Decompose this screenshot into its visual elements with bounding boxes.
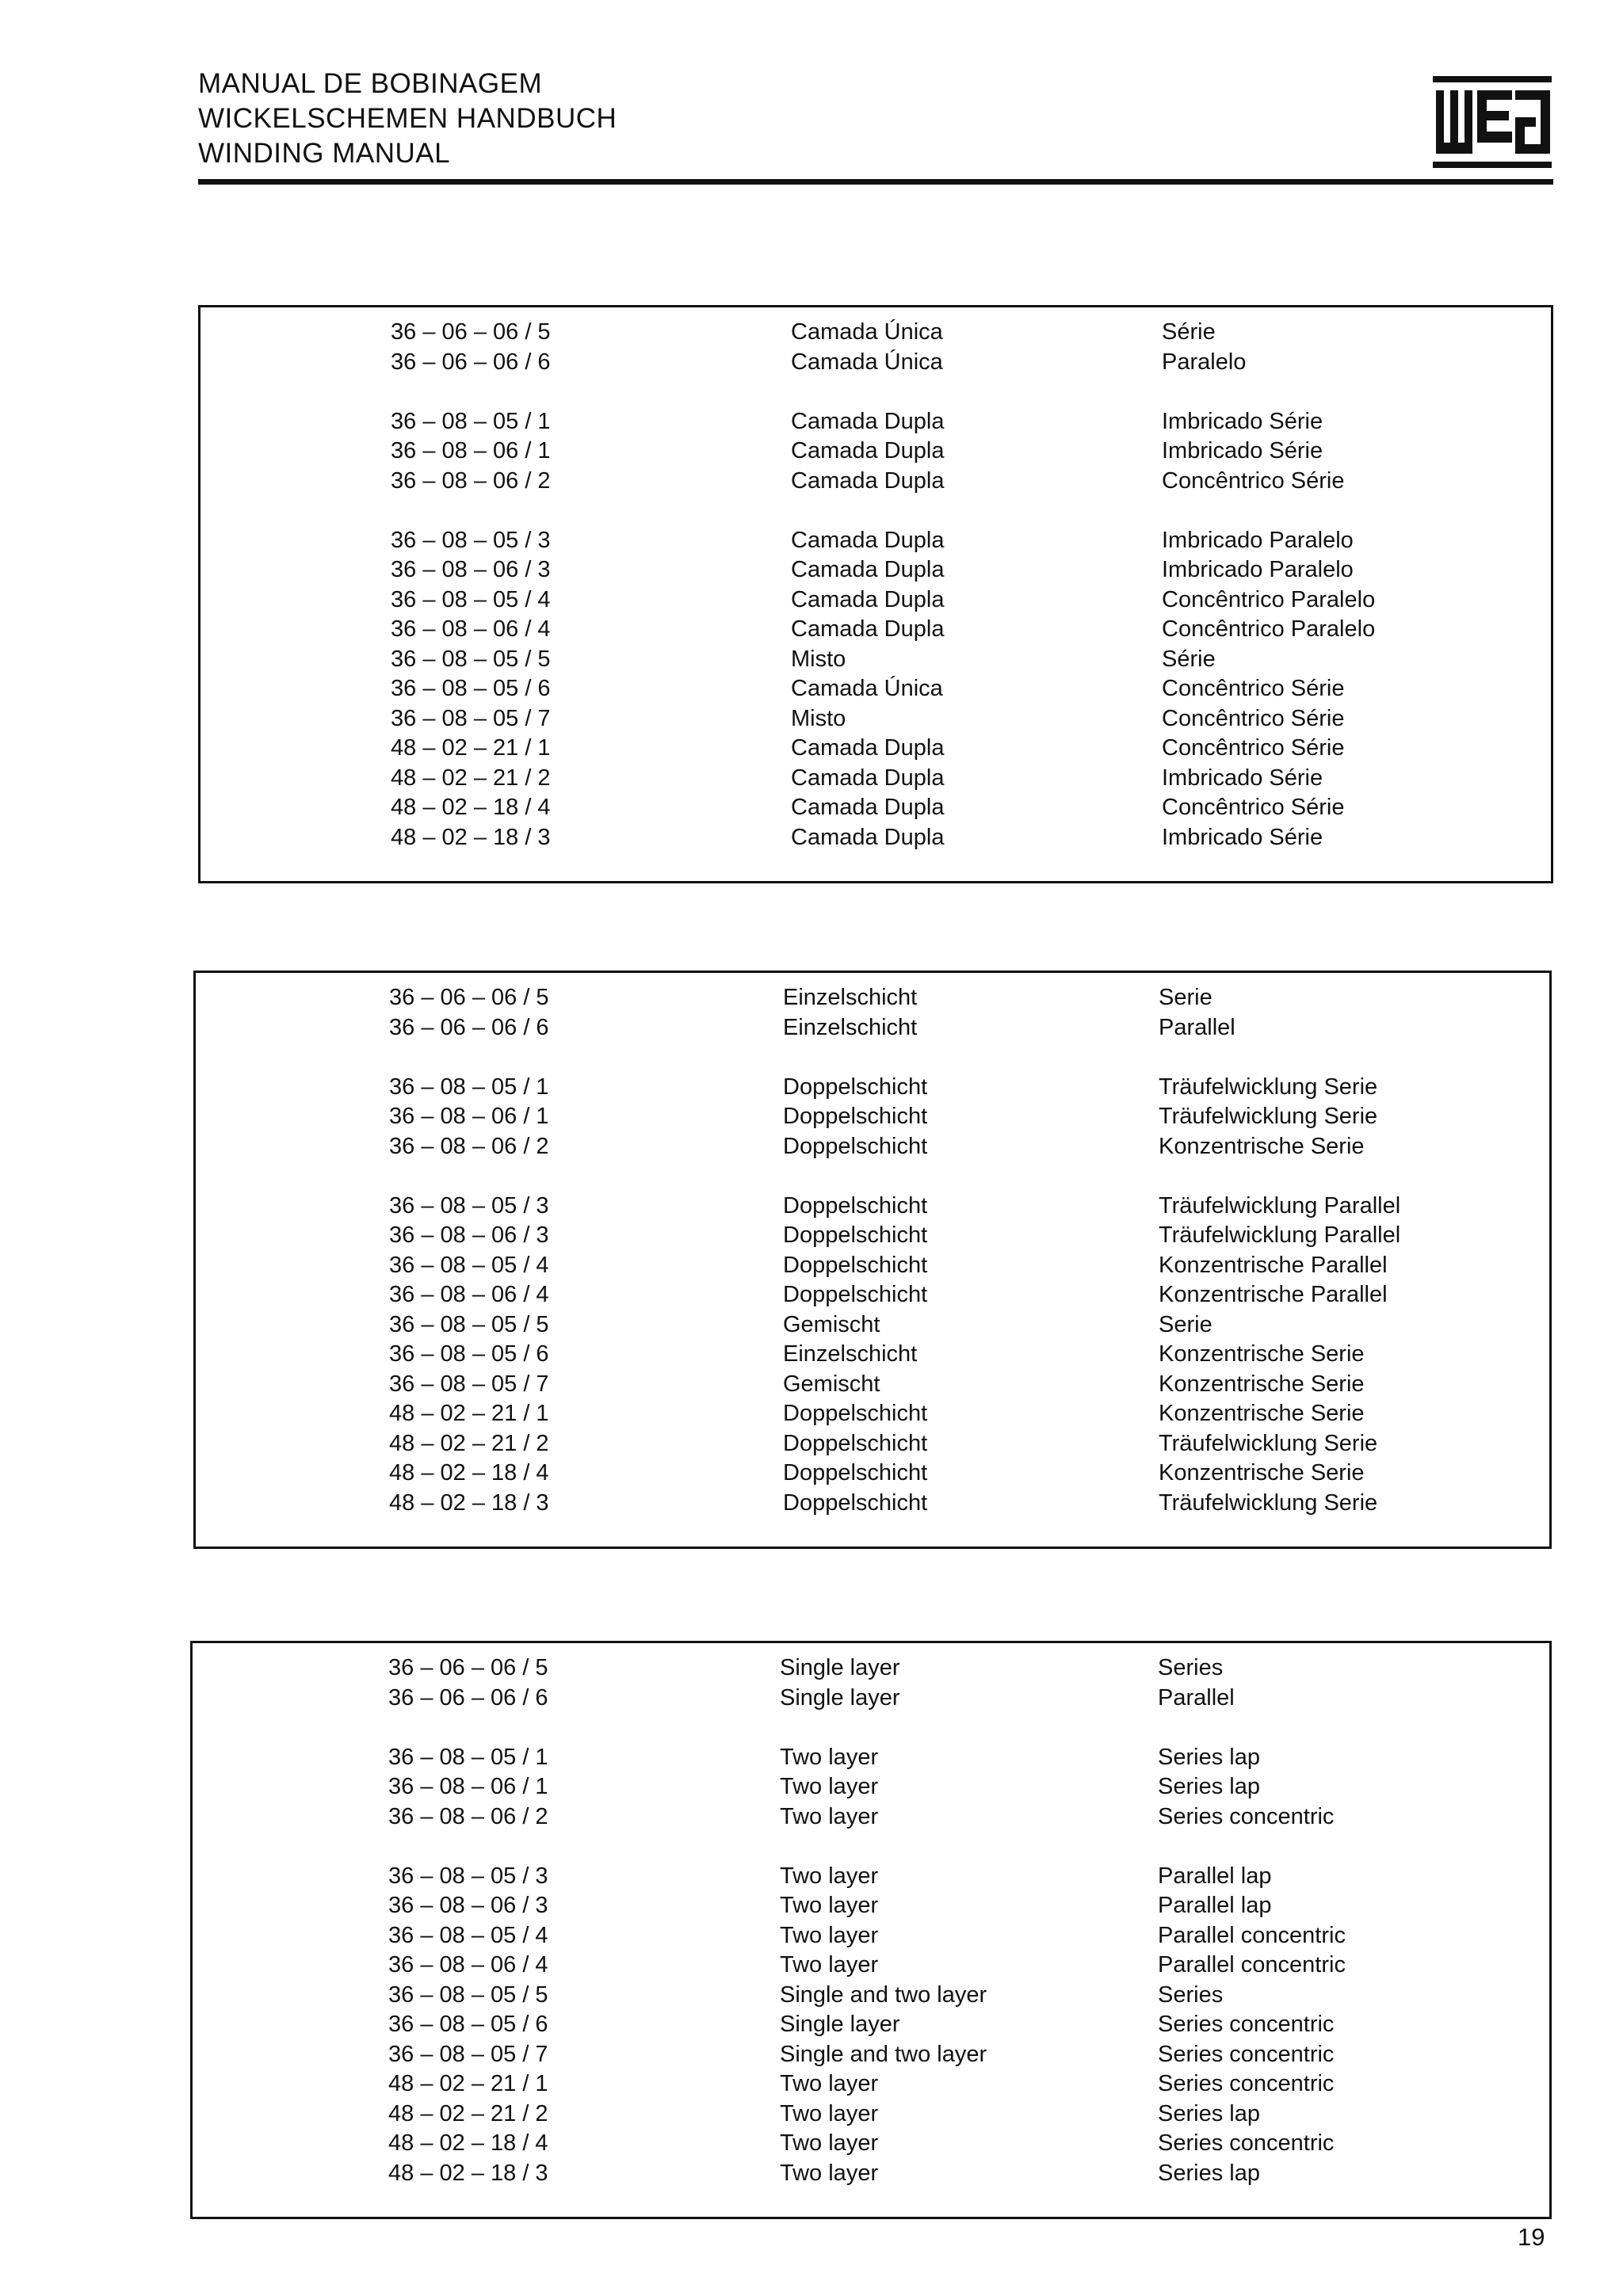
table-row: [389, 1101, 1499, 1131]
connection-type: Parallel lap: [1158, 1863, 1272, 1889]
scheme-code: 36 – 08 – 05 / 7: [391, 705, 551, 731]
layer-type: Two layer: [780, 2160, 879, 2186]
table-row: [389, 1369, 1499, 1399]
table-row: [391, 347, 1500, 377]
connection-type: Imbricado Série: [1162, 765, 1323, 791]
header-rule: [198, 179, 1553, 185]
connection-type: Series concentric: [1158, 2041, 1335, 2067]
connection-type: Träufelwicklung Serie: [1159, 1074, 1378, 1100]
layer-type: Two layer: [780, 1803, 879, 1829]
connection-type: Serie: [1159, 985, 1212, 1010]
scheme-code: 36 – 06 – 06 / 5: [389, 985, 549, 1010]
layer-type: Doppelschicht: [783, 1430, 928, 1456]
layer-type: Doppelschicht: [783, 1074, 928, 1100]
scheme-code: 36 – 08 – 05 / 6: [391, 676, 551, 701]
table-row: [389, 1072, 1499, 1102]
table-row: [389, 1488, 1499, 1518]
layer-type: Two layer: [780, 2100, 879, 2126]
table-row: [391, 525, 1500, 555]
layer-type: Camada Única: [791, 319, 943, 345]
german-winding-table: [193, 971, 1552, 1549]
scheme-code: 48 – 02 – 21 / 1: [388, 2071, 548, 2096]
table-row: [389, 1310, 1499, 1340]
page-number: 19: [1518, 2223, 1545, 2251]
connection-type: Imbricado Série: [1162, 438, 1323, 463]
table-row: [389, 1250, 1499, 1280]
layer-type: Two layer: [780, 1922, 879, 1948]
connection-type: Imbricado Série: [1162, 408, 1323, 434]
table-row: [388, 1920, 1498, 1951]
connection-type: Concêntrico Série: [1162, 676, 1345, 701]
layer-type: Two layer: [780, 1863, 879, 1889]
scheme-code: 36 – 08 – 05 / 1: [389, 1074, 549, 1100]
table-row: [388, 1890, 1498, 1920]
layer-type: Doppelschicht: [783, 1282, 928, 1307]
connection-type: Series: [1158, 1655, 1224, 1680]
layer-type: Single and two layer: [780, 2041, 987, 2067]
table-row: [389, 1013, 1499, 1043]
table-row: [391, 673, 1500, 704]
connection-type: Parallel lap: [1158, 1893, 1272, 1918]
portuguese-winding-table: [198, 305, 1553, 883]
weg-logo: [1433, 76, 1552, 168]
layer-type: Two layer: [780, 2071, 879, 2096]
table-row: [388, 1980, 1498, 2010]
table-row: [388, 2039, 1498, 2069]
scheme-code: 36 – 08 – 06 / 3: [388, 1893, 548, 1918]
scheme-code: 36 – 08 – 06 / 2: [388, 1803, 548, 1829]
layer-type: Camada Dupla: [791, 527, 945, 553]
connection-type: Concêntrico Série: [1162, 735, 1345, 761]
scheme-code: 36 – 06 – 06 / 5: [391, 319, 551, 345]
scheme-code: 36 – 08 – 06 / 1: [388, 1774, 548, 1799]
connection-type: Parallel: [1158, 1684, 1235, 1711]
scheme-code: 36 – 08 – 05 / 7: [389, 1371, 549, 1397]
table-row: [388, 2128, 1498, 2158]
table-row: [389, 1428, 1499, 1459]
scheme-code: 36 – 08 – 05 / 4: [388, 1922, 548, 1948]
layer-type: Einzelschicht: [783, 985, 918, 1010]
layer-type: Camada Dupla: [791, 557, 945, 582]
table-row: [389, 1280, 1499, 1310]
table-row: [389, 982, 1499, 1013]
scheme-code: 36 – 08 – 06 / 3: [389, 1222, 549, 1248]
connection-type: Träufelwicklung Parallel: [1159, 1222, 1401, 1248]
document-header: [198, 67, 617, 171]
connection-type: Concêntrico Série: [1162, 705, 1345, 731]
scheme-code: 48 – 02 – 18 / 3: [389, 1489, 549, 1516]
table-row: [388, 1802, 1498, 1832]
layer-type: Single layer: [780, 1655, 900, 1680]
scheme-code: 48 – 02 – 18 / 4: [389, 1460, 549, 1486]
layer-type: Camada Dupla: [791, 616, 945, 642]
layer-type: Two layer: [780, 2130, 879, 2156]
connection-type: Konzentrische Serie: [1159, 1371, 1365, 1397]
scheme-code: 36 – 08 – 05 / 4: [389, 1252, 549, 1278]
layer-type: Two layer: [780, 1893, 879, 1918]
connection-type: Parallel concentric: [1158, 1952, 1346, 1978]
connection-type: Concêntrico Paralelo: [1162, 616, 1376, 642]
table-row: [391, 555, 1500, 585]
scheme-code: 36 – 08 – 06 / 4: [391, 616, 551, 642]
layer-type: Camada Dupla: [791, 735, 945, 761]
layer-type: Camada Dupla: [791, 795, 945, 820]
table-row: [391, 466, 1500, 496]
connection-type: Série: [1162, 646, 1216, 672]
connection-type: Imbricado Paralelo: [1162, 557, 1354, 582]
connection-type: Serie: [1159, 1311, 1212, 1337]
connection-type: Concêntrico Série: [1162, 467, 1345, 494]
layer-type: Camada Dupla: [791, 438, 945, 463]
scheme-code: 36 – 08 – 05 / 5: [391, 646, 551, 672]
layer-type: Two layer: [780, 1774, 879, 1799]
scheme-code: 36 – 08 – 05 / 1: [388, 1744, 548, 1770]
scheme-code: 36 – 08 – 05 / 3: [389, 1192, 549, 1219]
scheme-code: 36 – 08 – 05 / 7: [388, 2041, 548, 2067]
connection-type: Series concentric: [1158, 2071, 1335, 2096]
layer-type: Einzelschicht: [783, 1341, 918, 1367]
table-row: [388, 2069, 1498, 2099]
layer-type: Single layer: [780, 1684, 900, 1711]
header-title-portuguese: MANUAL DE BOBINAGEM: [198, 68, 543, 99]
scheme-code: 36 – 08 – 05 / 1: [391, 408, 551, 434]
scheme-code: 36 – 08 – 06 / 2: [389, 1133, 549, 1159]
table-row: [391, 733, 1500, 763]
layer-type: Single and two layer: [780, 1981, 987, 2008]
table-row: [388, 1861, 1498, 1891]
english-winding-table: [190, 1641, 1552, 2219]
layer-type: Doppelschicht: [783, 1252, 928, 1278]
connection-type: Träufelwicklung Serie: [1159, 1430, 1378, 1456]
table-row: [391, 822, 1500, 852]
scheme-code: 48 – 02 – 21 / 2: [391, 765, 551, 791]
table-row: [391, 614, 1500, 644]
table-row: [388, 2099, 1498, 2129]
connection-type: Träufelwicklung Serie: [1159, 1489, 1378, 1516]
layer-type: Doppelschicht: [783, 1460, 928, 1486]
connection-type: Parallel concentric: [1158, 1922, 1346, 1948]
layer-type: Camada Dupla: [791, 765, 945, 791]
scheme-code: 36 – 06 – 06 / 6: [391, 349, 551, 375]
scheme-code: 36 – 08 – 05 / 5: [389, 1311, 549, 1337]
scheme-code: 48 – 02 – 21 / 1: [391, 735, 551, 761]
connection-type: Concêntrico Série: [1162, 795, 1345, 820]
scheme-code: 36 – 08 – 06 / 2: [391, 467, 551, 494]
layer-type: Doppelschicht: [783, 1489, 928, 1516]
layer-type: Einzelschicht: [783, 1014, 918, 1040]
layer-type: Camada Dupla: [791, 824, 945, 850]
layer-type: Doppelschicht: [783, 1133, 928, 1159]
scheme-code: 36 – 08 – 06 / 3: [391, 557, 551, 582]
layer-type: Camada Única: [791, 676, 943, 701]
table-row: [389, 1339, 1499, 1369]
scheme-code: 36 – 06 – 06 / 6: [389, 1014, 549, 1040]
layer-type: Misto: [791, 705, 846, 731]
scheme-code: 36 – 06 – 06 / 6: [388, 1684, 548, 1711]
table-row: [388, 1950, 1498, 1980]
connection-type: Konzentrische Parallel: [1159, 1252, 1388, 1278]
scheme-code: 48 – 02 – 18 / 4: [388, 2130, 548, 2156]
scheme-code: 48 – 02 – 21 / 2: [388, 2100, 548, 2126]
layer-type: Camada Dupla: [791, 467, 945, 494]
scheme-code: 48 – 02 – 21 / 1: [389, 1401, 549, 1426]
layer-type: Doppelschicht: [783, 1104, 928, 1129]
table-row: [391, 585, 1500, 615]
scheme-code: 36 – 08 – 06 / 4: [389, 1282, 549, 1307]
layer-type: Two layer: [780, 1744, 879, 1770]
connection-type: Concêntrico Paralelo: [1162, 586, 1376, 612]
scheme-code: 36 – 08 – 05 / 3: [391, 527, 551, 553]
table-row: [391, 704, 1500, 734]
scheme-code: 36 – 08 – 05 / 3: [388, 1863, 548, 1889]
connection-type: Konzentrische Serie: [1159, 1341, 1365, 1367]
connection-type: Series: [1158, 1981, 1224, 2008]
scheme-code: 36 – 08 – 05 / 6: [388, 2012, 548, 2037]
connection-type: Imbricado Série: [1162, 824, 1323, 850]
table-row: [391, 792, 1500, 822]
scheme-code: 36 – 08 – 06 / 4: [388, 1952, 548, 1978]
connection-type: Träufelwicklung Parallel: [1159, 1192, 1401, 1219]
connection-type: Série: [1162, 319, 1216, 345]
scheme-code: 36 – 08 – 06 / 1: [391, 438, 551, 463]
layer-type: Gemischt: [783, 1371, 880, 1397]
scheme-code: 48 – 02 – 18 / 3: [391, 824, 551, 850]
layer-type: Single layer: [780, 2012, 900, 2037]
layer-type: Gemischt: [783, 1311, 880, 1337]
connection-type: Konzentrische Serie: [1159, 1133, 1365, 1159]
layer-type: Doppelschicht: [783, 1192, 928, 1219]
table-row: [391, 436, 1500, 466]
table-row: [388, 1742, 1498, 1772]
table-row: [391, 644, 1500, 674]
table-row: [388, 1683, 1498, 1713]
connection-type: Paralelo: [1162, 349, 1247, 375]
connection-type: Konzentrische Parallel: [1159, 1282, 1388, 1307]
scheme-code: 36 – 08 – 06 / 1: [389, 1104, 549, 1129]
layer-type: Misto: [791, 646, 846, 672]
connection-type: Konzentrische Serie: [1159, 1401, 1365, 1426]
table-row: [391, 406, 1500, 437]
connection-type: Series lap: [1158, 1744, 1260, 1770]
layer-type: Camada Dupla: [791, 408, 945, 434]
connection-type: Series lap: [1158, 1774, 1260, 1799]
connection-type: Träufelwicklung Serie: [1159, 1104, 1378, 1129]
table-row: [391, 317, 1500, 347]
connection-type: Series concentric: [1158, 2012, 1335, 2037]
scheme-code: 48 – 02 – 21 / 2: [389, 1430, 549, 1456]
header-title-german: WICKELSCHEMEN HANDBUCH: [198, 103, 617, 134]
layer-type: Doppelschicht: [783, 1401, 928, 1426]
table-row: [388, 2009, 1498, 2039]
table-row: [389, 1191, 1499, 1221]
table-row: [391, 763, 1500, 793]
table-row: [388, 2158, 1498, 2188]
table-row: [389, 1220, 1499, 1250]
connection-type: Series concentric: [1158, 2130, 1335, 2156]
scheme-code: 48 – 02 – 18 / 3: [388, 2160, 548, 2186]
header-title-english: WINDING MANUAL: [198, 138, 451, 169]
layer-type: Camada Única: [791, 349, 943, 375]
layer-type: Two layer: [780, 1952, 879, 1978]
scheme-code: 36 – 08 – 05 / 5: [388, 1981, 548, 2008]
table-row: [389, 1398, 1499, 1428]
scheme-code: 36 – 08 – 05 / 6: [389, 1341, 549, 1367]
connection-type: Parallel: [1159, 1014, 1235, 1040]
connection-type: Series lap: [1158, 2100, 1260, 2126]
scheme-code: 36 – 06 – 06 / 5: [388, 1655, 548, 1680]
table-row: [389, 1131, 1499, 1161]
connection-type: Series lap: [1158, 2160, 1260, 2186]
table-row: [389, 1458, 1499, 1488]
connection-type: Series concentric: [1158, 1803, 1335, 1829]
table-row: [388, 1653, 1498, 1683]
scheme-code: 48 – 02 – 18 / 4: [391, 795, 551, 820]
connection-type: Konzentrische Serie: [1159, 1460, 1365, 1486]
layer-type: Doppelschicht: [783, 1222, 928, 1248]
scheme-code: 36 – 08 – 05 / 4: [391, 586, 551, 612]
connection-type: Imbricado Paralelo: [1162, 527, 1354, 553]
layer-type: Camada Dupla: [791, 586, 945, 612]
table-row: [388, 1772, 1498, 1802]
